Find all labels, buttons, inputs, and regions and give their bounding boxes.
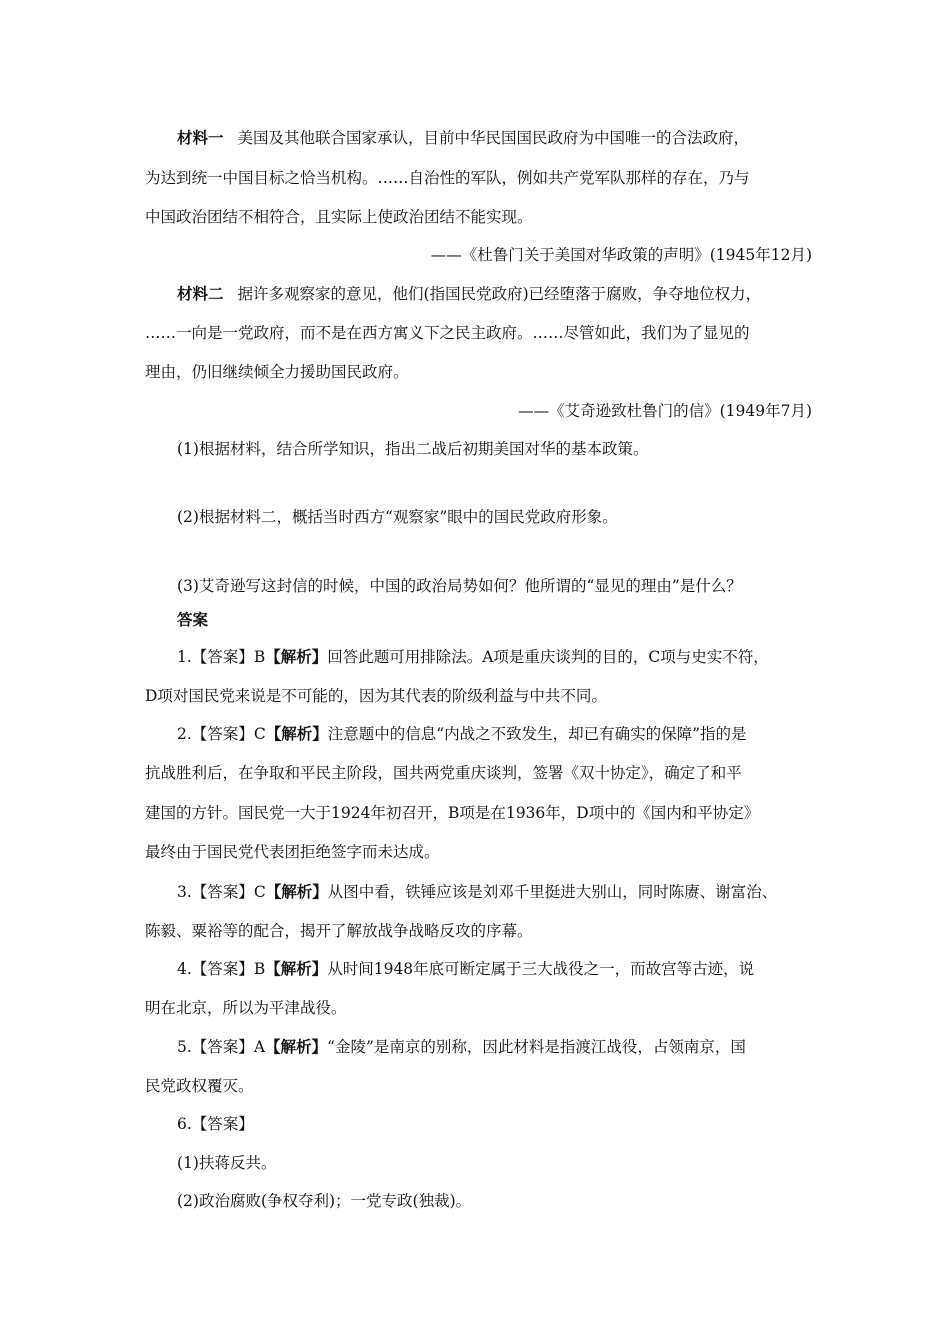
answer-5-analysis-tag: 【解析】 <box>265 1038 328 1056</box>
answers-heading: 答案 <box>177 611 209 629</box>
answer-2-line3: 建国的方针。国民党一大于1924年初召开，B项是在1936年，D项中的《国内和平协定》 <box>145 804 760 822</box>
answer-1-line2: D项对国民党来说是不可能的，因为其代表的阶级利益与中共不同。 <box>145 687 607 705</box>
answer-5-text: “金陵”是南京的别称，因此材料是指渡江战役，占领南京，国 <box>327 1038 746 1056</box>
material1-line2: 为达到统一中国目标之恰当机构。……自治性的军队，例如共产党军队那样的存在，乃与 <box>145 169 750 187</box>
material2-line3: 理由，仍旧继续倾全力援助国民政府。 <box>145 363 409 381</box>
material2-text: 据许多观察家的意见，他们(指国民党政府)已经堕落于腐败，争夺地位权力， <box>237 285 762 303</box>
answer-2-text: 注意题中的信息“内战之不致发生，却已有确实的保障”指的是 <box>327 725 747 743</box>
answer-1-number: 1. <box>177 648 192 666</box>
material1-first-line <box>177 128 749 148</box>
answer-2-choice: C <box>253 725 266 743</box>
answer-1-choice: B <box>253 648 266 666</box>
answer-2-tag: 【答案】 <box>191 725 254 743</box>
material1-label: 材料一 <box>177 129 224 147</box>
material1-source: ——《杜鲁门关于美国对华政策的声明》(1945年12月) <box>430 246 812 264</box>
answer-3-first-line <box>177 882 777 902</box>
answer-2-line4: 最终由于国民党代表团拒绝签字而未达成。 <box>145 843 440 861</box>
answer-3-number: 3. <box>177 883 192 901</box>
answer-2-number: 2. <box>177 725 192 743</box>
answer-6-sub1: (1)扶蒋反共。 <box>177 1154 277 1172</box>
answer-2-line2: 抗战胜利后，在争取和平民主阶段，国共两党重庆谈判，签署《双十协定》，确定了和平 <box>145 764 742 782</box>
answer-3-text: 从图中看，铁锤应该是刘邓千里挺进大别山，同时陈赓、谢富治、 <box>327 883 778 901</box>
answer-1-first-line <box>177 647 769 667</box>
answer-2-first-line <box>177 724 747 744</box>
answer-3-analysis-tag: 【解析】 <box>265 883 328 901</box>
answer-4-first-line <box>177 959 754 979</box>
answer-4-analysis-tag: 【解析】 <box>265 960 328 978</box>
question-2: (2)根据材料二，概括当时西方“观察家”眼中的国民党政府形象。 <box>177 508 618 526</box>
material2-source: ——《艾奇逊致杜鲁门的信》(1949年7月) <box>518 402 812 420</box>
answer-4-number: 4. <box>177 960 192 978</box>
answer-1-text: 回答此题可用排除法。A项是重庆谈判的目的，C项与史实不符， <box>327 648 769 666</box>
answer-5-number: 5. <box>177 1038 192 1056</box>
answer-1-analysis-tag: 【解析】 <box>265 648 328 666</box>
answer-3-choice: C <box>253 883 266 901</box>
answer-6-first-line <box>177 1114 254 1134</box>
answer-5-tag: 【答案】 <box>191 1038 254 1056</box>
material2-first-line <box>177 284 761 304</box>
material2-line2: ……一向是一党政府，而不是在西方寓义下之民主政府。……尽管如此，我们为了显见的 <box>145 324 750 342</box>
answer-4-tag: 【答案】 <box>191 960 254 978</box>
answer-3-tag: 【答案】 <box>191 883 254 901</box>
answer-5-line2: 民党政权覆灭。 <box>145 1077 254 1095</box>
question-3: (3)艾奇逊写这封信的时候，中国的政治局势如何？他所谓的“显见的理由”是什么？ <box>177 577 742 595</box>
answer-4-text: 从时间1948年底可断定属于三大战役之一，而故宫等古迹，说 <box>327 960 755 978</box>
answer-6-tag: 【答案】 <box>191 1115 254 1133</box>
answer-6-number: 6. <box>177 1115 192 1133</box>
material1-line3: 中国政治团结不相符合，且实际上使政治团结不能实现。 <box>145 208 533 226</box>
material2-label: 材料二 <box>177 285 224 303</box>
answer-5-first-line <box>177 1037 746 1057</box>
answer-1-tag: 【答案】 <box>191 648 254 666</box>
answer-5-choice: A <box>253 1038 266 1056</box>
answer-4-choice: B <box>253 960 266 978</box>
answer-2-analysis-tag: 【解析】 <box>265 725 328 743</box>
material1-text: 美国及其他联合国家承认，目前中华民国国民政府为中国唯一的合法政府， <box>237 129 750 147</box>
answer-3-line2: 陈毅、粟裕等的配合，揭开了解放战争战略反攻的序幕。 <box>145 922 533 940</box>
answer-4-line2: 明在北京，所以为平津战役。 <box>145 999 347 1017</box>
question-1: (1)根据材料，结合所学知识，指出二战后初期美国对华的基本政策。 <box>177 440 649 458</box>
answer-6-sub2: (2)政治腐败(争权夺利)；一党专政(独裁)。 <box>177 1192 472 1210</box>
